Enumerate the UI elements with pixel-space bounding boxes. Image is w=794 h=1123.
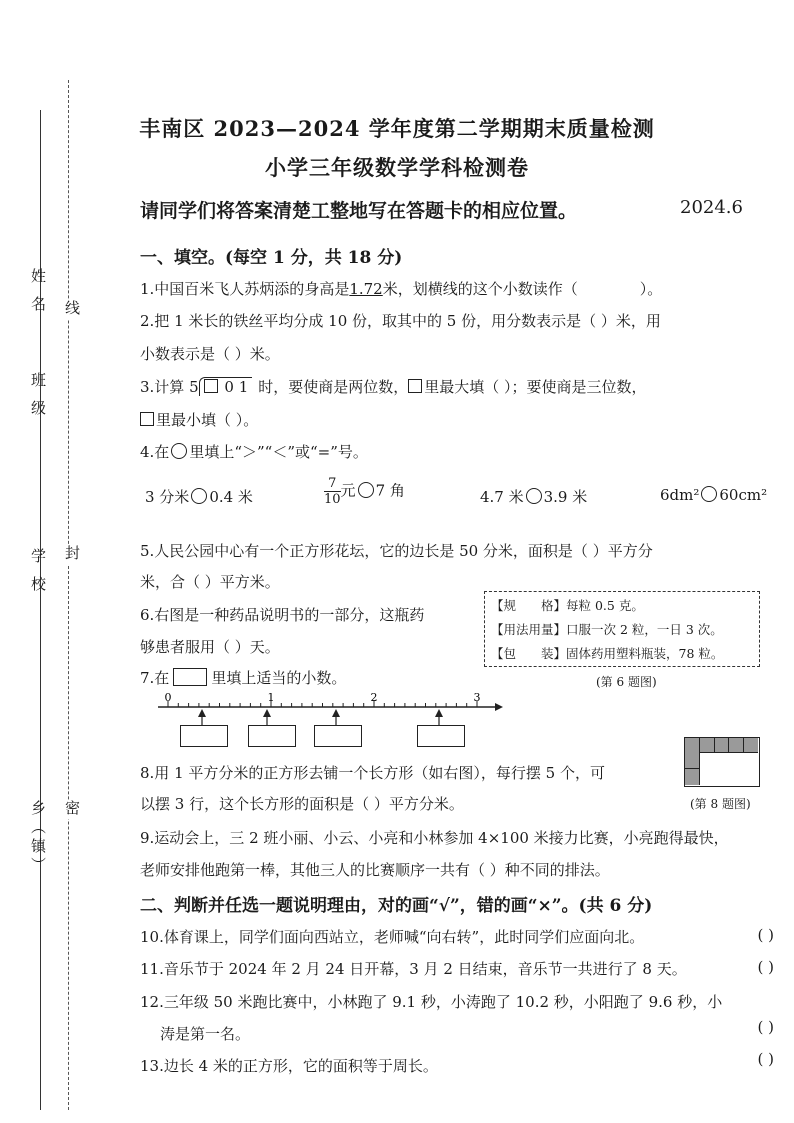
q7-text-b: 里填上适当的小数。	[211, 669, 347, 687]
town-label: 乡（镇）	[29, 800, 47, 876]
q7-text-a: 7.在	[140, 669, 170, 687]
section2-heading: 二、判断并任选一题说明理由，对的画“√”，错的画“×”。(共 6 分)	[140, 896, 653, 916]
tile-row-top	[685, 738, 758, 753]
binding-line-right	[68, 80, 69, 1110]
exam-date: 2024.6	[680, 197, 743, 218]
circle-icon	[526, 488, 542, 504]
compare-4-right: 60cm²	[719, 486, 768, 504]
q1-underlined-number: 1.72	[349, 280, 383, 298]
question-1	[140, 278, 662, 299]
seal-feng-label: 封	[63, 545, 81, 564]
blank-digit-box	[204, 379, 218, 393]
fraction-7-10: $\frac{7}{10}$	[324, 476, 341, 507]
seal-line-label: 线	[63, 300, 81, 319]
q1-text-a: 1.中国百米飞人苏炳添的身高是	[140, 280, 350, 298]
medicine-package: 【包 装】固体药用塑料瓶装，78 粒。	[491, 646, 724, 661]
circle-icon	[191, 488, 207, 504]
instruction-text: 请同学们将答案清楚工整地写在答题卡的相应位置。	[140, 200, 578, 222]
compare-4-left: 6dm²	[660, 486, 700, 504]
question-8-line1: 8.用 1 平方分米的正方形去铺一个长方形（如右图），每行摆 5 个，可	[140, 764, 605, 782]
section1-heading: 一、填空。(每空 1 分，共 18 分)	[140, 248, 403, 268]
q1-text-c: ）。	[639, 280, 663, 298]
number-line-label: 3	[473, 693, 481, 704]
exam-subtitle: 小学三年级数学学科检测卷	[265, 155, 529, 180]
q3-text-a: 3.计算 5	[140, 378, 199, 396]
question-12-line2: 涛是第一名。	[160, 1025, 251, 1043]
question-9-line2: 老师安排他跑第一棒，其他三人的比赛顺序一共有（ ）种不同的排法。	[140, 861, 610, 879]
judge-paren-11[interactable]: ( )	[757, 958, 774, 976]
number-line-arrow	[495, 703, 503, 711]
question-4	[140, 441, 368, 462]
q1-text-b: 米，划横线的这个小数读作（	[382, 280, 578, 298]
compare-item-2	[324, 476, 405, 507]
answer-box-3[interactable]	[314, 725, 362, 747]
circle-icon	[358, 482, 374, 498]
number-line-label: 2	[370, 693, 378, 704]
name-label: 姓 名	[29, 268, 47, 315]
circle-icon	[701, 486, 717, 502]
blank-square-icon	[140, 412, 154, 426]
question-6-line1: 6.右图是一种药品说明书的一部分，这瓶药	[140, 606, 425, 624]
judge-paren-12[interactable]: ( )	[757, 1018, 774, 1036]
compare-2-unit: 元	[340, 481, 356, 500]
question-13: 13.边长 4 米的正方形，它的面积等于周长。	[140, 1057, 438, 1075]
q3-line2-text: 里最小填（ ）。	[156, 411, 259, 429]
answer-box-1[interactable]	[180, 725, 228, 747]
question-3-line1	[140, 376, 647, 397]
number-line-label: 1	[267, 693, 275, 704]
answer-box-icon	[173, 668, 207, 686]
compare-1-right: 0.4 米	[209, 488, 253, 506]
school-label: 学 校	[29, 548, 47, 595]
question-3-line2	[140, 409, 258, 430]
tiling-rectangle-figure	[684, 737, 760, 787]
compare-1-left: 3 分米	[145, 488, 190, 506]
fig8-caption: (第 8 题图)	[690, 797, 751, 811]
q4-text-a: 4.在	[140, 443, 170, 461]
answer-box-4[interactable]	[417, 725, 465, 747]
binding-line-left	[40, 110, 41, 1110]
compare-item-4	[660, 486, 767, 504]
question-10: 10.体育课上，同学们面向西站立，老师喊“向右转”，此时同学们应面向北。	[140, 928, 645, 946]
fig6-caption: (第 6 题图)	[596, 675, 657, 689]
compare-item-3	[480, 486, 587, 507]
question-2-line2: 小数表示是（ ）米。	[140, 345, 280, 363]
question-12-line1: 12.三年级 50 米跑比赛中，小林跑了 9.1 秒，小涛跑了 10.2 秒，小阳跑了 9.6 秒，小	[140, 993, 723, 1011]
compare-3-left: 4.7 米	[480, 488, 524, 506]
q3-text-b: 时，要使商是两位数，	[258, 378, 409, 396]
question-2-line1: 2.把 1 米长的铁丝平均分成 10 份，取其中的 5 份，用分数表示是（ ）米，用	[140, 312, 661, 330]
seal-mi-label: 密	[63, 800, 81, 819]
medicine-label-box	[484, 591, 760, 667]
question-11: 11.音乐节于 2024 年 2 月 24 日开幕，3 月 2 日结束，音乐节一共进行了 8 天。	[140, 960, 687, 978]
q3-text-c: 里最大填（ ）；要使商是三位数，	[424, 378, 647, 396]
question-9-line1: 9.运动会上，三 2 班小丽、小云、小亮和小林参加 4×100 米接力比赛，小亮跑得最快，	[140, 829, 729, 847]
question-6-line2: 够患者服用（ ）天。	[140, 638, 280, 656]
exam-title: 丰南区 2023—2024 学年度第二学期期末质量检测	[139, 116, 655, 141]
tile-column-left	[685, 752, 700, 785]
medicine-dosage: 【用法用量】口服一次 2 粒，一日 3 次。	[491, 622, 723, 637]
q3-digits: 0 1	[224, 378, 249, 396]
judge-paren-13[interactable]: ( )	[757, 1050, 774, 1068]
question-5-line2: 米，合（ ）平方米。	[140, 573, 280, 591]
judge-paren-10[interactable]: ( )	[757, 926, 774, 944]
blank-square-icon	[408, 379, 422, 393]
compare-2-right: 7 角	[375, 481, 405, 500]
division-bracket	[199, 377, 253, 396]
answer-box-2[interactable]	[248, 725, 296, 747]
number-line-label: 0	[164, 693, 172, 704]
circle-icon	[171, 443, 187, 459]
question-7	[140, 667, 346, 688]
compare-item-1	[145, 486, 253, 507]
medicine-spec: 【规 格】每粒 0.5 克。	[491, 598, 644, 613]
question-5-line1: 5.人民公园中心有一个正方形花坛，它的边长是 50 分米，面积是（ ）平方分	[140, 542, 653, 560]
question-8-line2: 以摆 3 行，这个长方形的面积是（ ）平方分米。	[140, 795, 464, 813]
class-label: 班 级	[29, 372, 47, 419]
compare-3-right: 3.9 米	[543, 488, 588, 506]
q4-text-b: 里填上“＞”“＜”或“=”号。	[189, 443, 368, 461]
